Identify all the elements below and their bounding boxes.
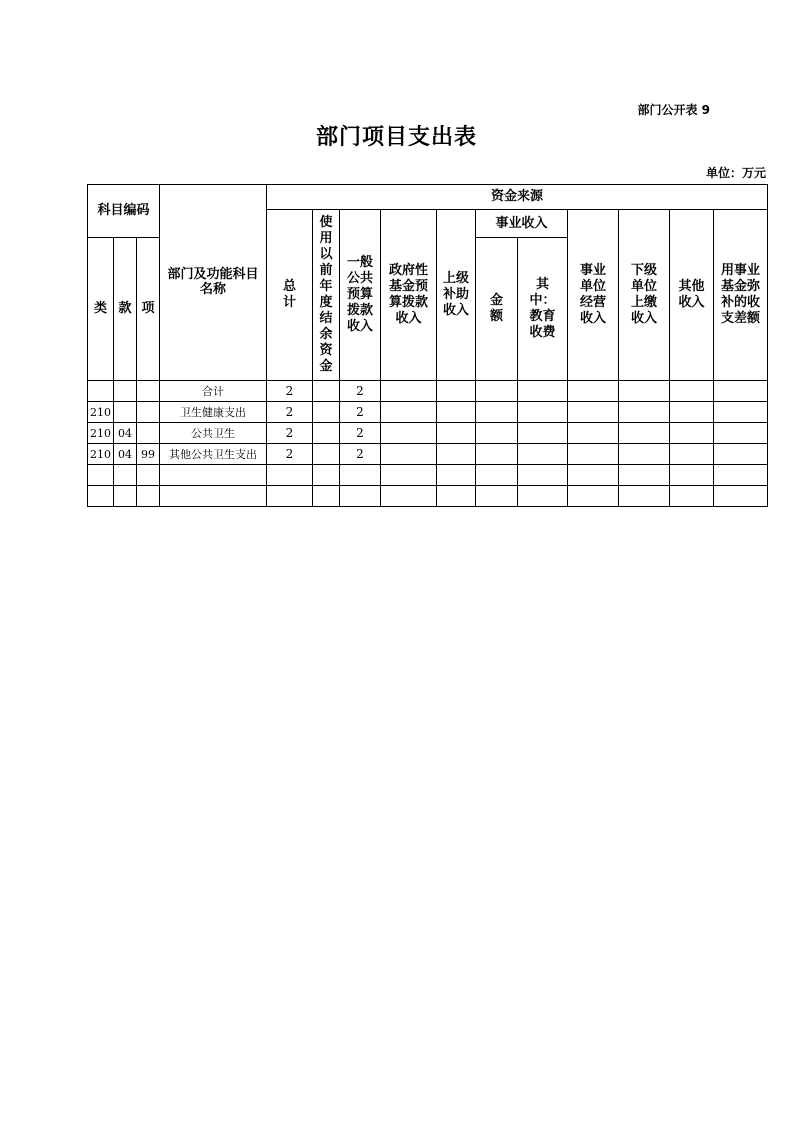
header-education-fee: 其中：教育收费 xyxy=(518,238,568,381)
header-general-budget: 一般公共预算拨款收入 xyxy=(340,210,381,381)
row-total: 2 xyxy=(267,402,313,423)
header-business-income: 事业收入 xyxy=(476,210,568,238)
header-gov-fund: 政府性基金预算拨款收入 xyxy=(381,210,437,381)
header-funding-source: 资金来源 xyxy=(267,185,768,210)
empty-row xyxy=(88,486,768,507)
table-row xyxy=(88,444,768,465)
empty-row xyxy=(88,465,768,486)
row-xiang xyxy=(137,402,160,423)
summary-label: 合计 xyxy=(160,381,267,402)
row-lei: 210 xyxy=(88,423,114,444)
row-name: 卫生健康支出 xyxy=(160,402,267,423)
header-total: 总计 xyxy=(267,210,313,381)
row-lei: 210 xyxy=(88,402,114,423)
header-superior-subsidy: 上级补助收入 xyxy=(437,210,476,381)
table-row xyxy=(88,423,768,444)
unit-label: 单位：万元 xyxy=(705,166,766,180)
table-row xyxy=(88,402,768,423)
header-operating-income: 事业单位经营收入 xyxy=(568,210,619,381)
row-kuan: 04 xyxy=(114,444,137,465)
row-kuan xyxy=(114,402,137,423)
header-lei: 类 xyxy=(88,238,114,381)
row-general-budget: 2 xyxy=(340,402,381,423)
header-subordinate-income: 下级单位上缴收入 xyxy=(619,210,670,381)
header-xiang: 项 xyxy=(137,238,160,381)
row-total: 2 xyxy=(267,423,313,444)
page-title: 部门项目支出表 xyxy=(315,125,477,150)
summary-general-budget: 2 xyxy=(340,381,381,402)
form-number: 部门公开表 9 xyxy=(637,103,710,117)
row-name: 其他公共卫生支出 xyxy=(160,444,267,465)
header-other-income: 其他收入 xyxy=(670,210,714,381)
header-prior-balance: 使用以前年度结余资金 xyxy=(313,210,340,381)
header-dept-name: 部门及功能科目名称 xyxy=(160,185,267,381)
row-xiang xyxy=(137,423,160,444)
row-general-budget: 2 xyxy=(340,444,381,465)
row-total: 2 xyxy=(267,444,313,465)
header-amount: 金额 xyxy=(476,238,518,381)
row-name: 公共卫生 xyxy=(160,423,267,444)
project-expenditure-table xyxy=(87,184,768,507)
header-kuan: 款 xyxy=(114,238,137,381)
row-xiang: 99 xyxy=(137,444,160,465)
summary-total: 2 xyxy=(267,381,313,402)
header-subject-code: 科目编码 xyxy=(88,185,160,238)
row-kuan: 04 xyxy=(114,423,137,444)
row-general-budget: 2 xyxy=(340,423,381,444)
row-lei: 210 xyxy=(88,444,114,465)
header-fund-gap: 用事业基金弥补的收支差额 xyxy=(714,210,768,381)
summary-row xyxy=(88,381,768,402)
